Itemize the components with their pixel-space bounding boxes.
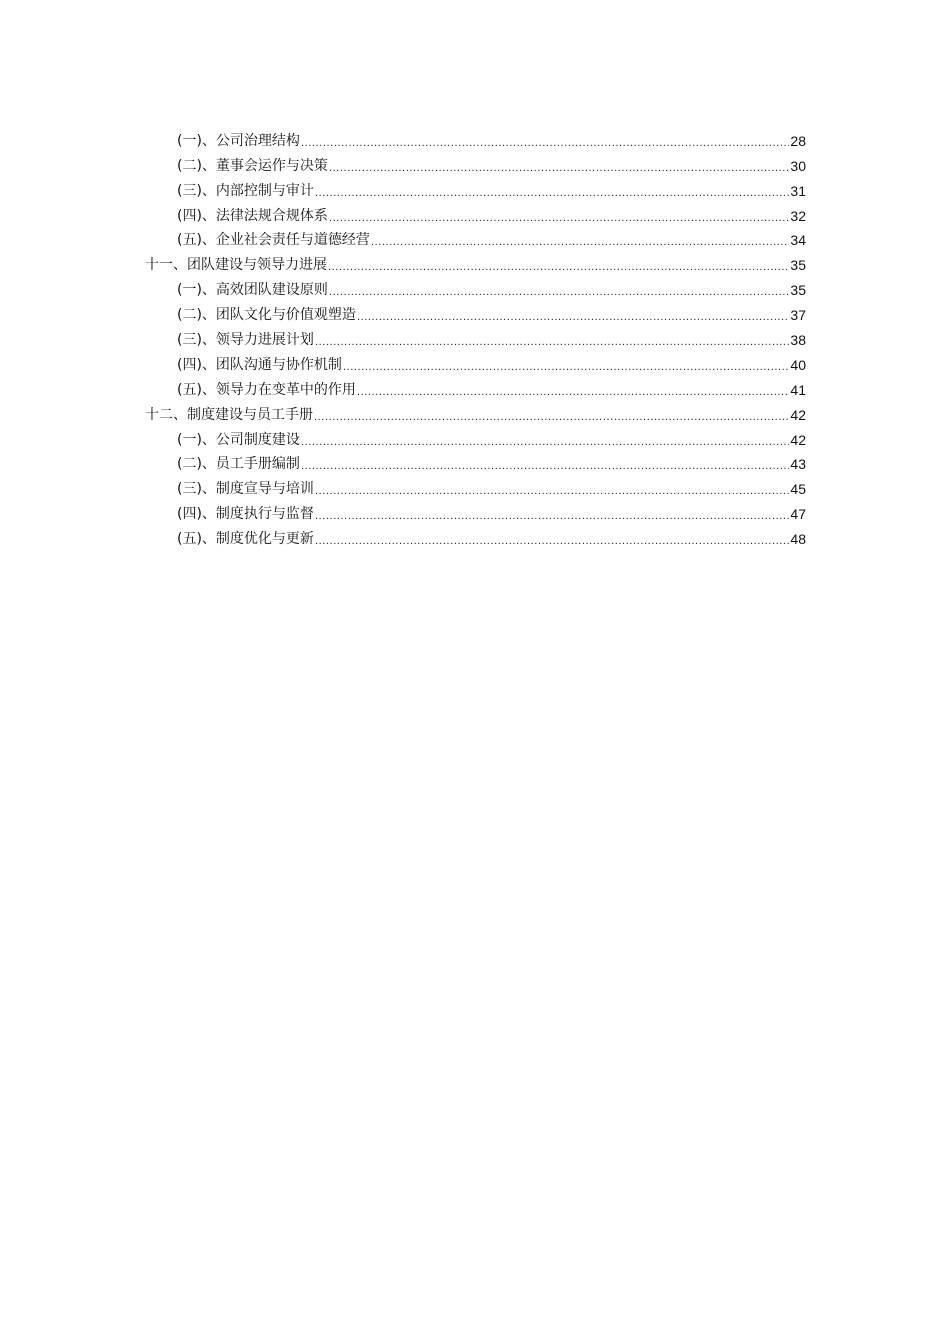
toc-entry[interactable]: [145, 498, 806, 523]
toc-entry-title: (五)、制度优化与更新: [177, 531, 314, 548]
toc-entry-title: (一)、高效团队建设原则: [177, 282, 328, 299]
toc-leader-dots: [301, 455, 789, 473]
toc-page-number: 30: [790, 157, 806, 174]
toc-entry[interactable]: [145, 424, 806, 449]
toc-page-number: 42: [790, 431, 806, 448]
toc-page-number: 35: [790, 257, 806, 274]
toc-page-number: 28: [790, 132, 806, 149]
toc-entry-title: (五)、企业社会责任与道德经营: [177, 232, 370, 249]
toc-page-number: 32: [790, 207, 806, 224]
toc-entry-title: (四)、团队沟通与协作机制: [177, 356, 342, 373]
toc-leader-dots: [329, 157, 789, 175]
toc-chapter-title: 十一、团队建设与领导力进展: [145, 257, 327, 274]
toc-leader-dots: [315, 331, 789, 349]
toc-entry-title: (四)、法律法规合规体系: [177, 207, 328, 224]
toc-entry[interactable]: [145, 374, 806, 399]
toc-leader-dots: [329, 207, 789, 225]
toc-entry-title: (三)、制度宣导与培训: [177, 481, 314, 498]
toc-chapter-entry[interactable]: [145, 399, 806, 424]
toc-entry[interactable]: [145, 150, 806, 175]
toc-page-number: 47: [790, 506, 806, 523]
toc-entry[interactable]: [145, 449, 806, 474]
toc-entry[interactable]: [145, 125, 806, 150]
toc-leader-dots: [315, 530, 789, 548]
toc-page-number: 38: [790, 332, 806, 349]
toc-leader-dots: [357, 306, 789, 324]
toc-page-number: 45: [790, 481, 806, 498]
toc-leader-dots: [329, 281, 789, 299]
toc-chapter-entry[interactable]: [145, 249, 806, 274]
toc-leader-dots: [371, 231, 789, 249]
toc-chapter-title: 十二、制度建设与员工手册: [145, 406, 313, 423]
toc-leader-dots: [314, 406, 789, 424]
toc-leader-dots: [328, 256, 789, 274]
toc-entry[interactable]: [145, 175, 806, 200]
toc-leader-dots: [357, 381, 789, 399]
toc-entry[interactable]: [145, 324, 806, 349]
toc-entry-title: (二)、团队文化与价值观塑造: [177, 307, 356, 324]
toc-page-number: 37: [790, 307, 806, 324]
toc-entry[interactable]: [145, 299, 806, 324]
toc-entry-title: (二)、董事会运作与决策: [177, 157, 328, 174]
toc-leader-dots: [315, 182, 789, 200]
toc-entry-title: (三)、领导力进展计划: [177, 332, 314, 349]
toc-page-number: 41: [790, 381, 806, 398]
toc-entry[interactable]: [145, 349, 806, 374]
toc-entry-title: (四)、制度执行与监督: [177, 506, 314, 523]
toc-page-number: 42: [790, 406, 806, 423]
toc-page-number: 43: [790, 456, 806, 473]
toc-page-number: 40: [790, 356, 806, 373]
table-of-contents: [145, 125, 806, 548]
toc-leader-dots: [301, 132, 789, 150]
toc-entry-title: (三)、内部控制与审计: [177, 182, 314, 199]
toc-entry-title: (一)、公司治理结构: [177, 132, 300, 149]
toc-leader-dots: [315, 505, 789, 523]
toc-page-number: 31: [790, 182, 806, 199]
toc-leader-dots: [301, 431, 789, 449]
toc-page-number: 35: [790, 282, 806, 299]
toc-entry-title: (一)、公司制度建设: [177, 431, 300, 448]
toc-page-number: 34: [790, 232, 806, 249]
toc-entry[interactable]: [145, 225, 806, 250]
toc-entry[interactable]: [145, 473, 806, 498]
toc-entry-title: (五)、领导力在变革中的作用: [177, 381, 356, 398]
toc-entry[interactable]: [145, 200, 806, 225]
toc-leader-dots: [343, 356, 789, 374]
toc-entry[interactable]: [145, 523, 806, 548]
toc-entry-title: (二)、员工手册编制: [177, 456, 300, 473]
toc-leader-dots: [315, 480, 789, 498]
toc-page-number: 48: [790, 531, 806, 548]
toc-entry[interactable]: [145, 274, 806, 299]
